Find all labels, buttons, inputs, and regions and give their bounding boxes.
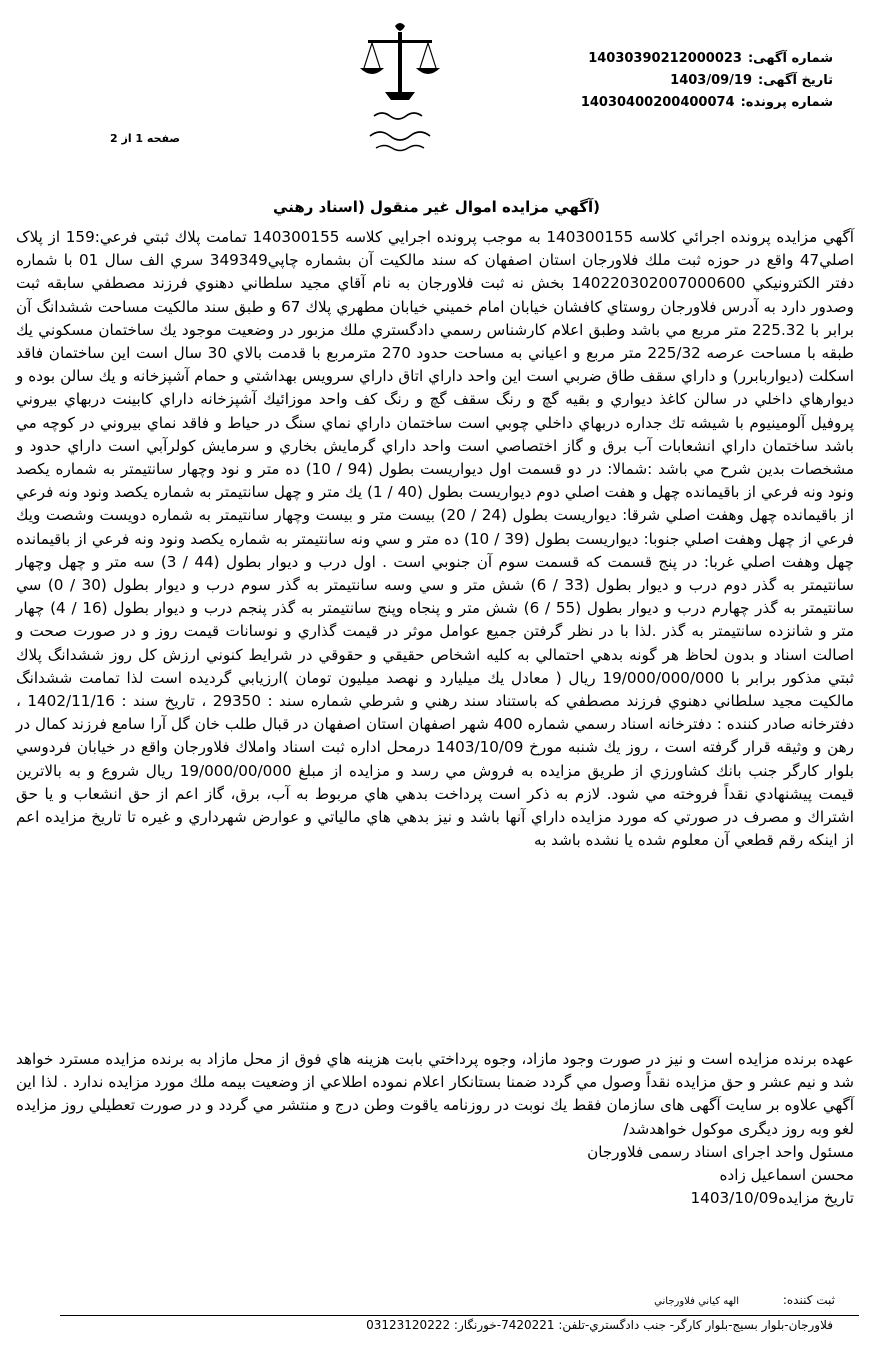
registrar-name: الهه کياني فلاورجاني — [654, 1296, 740, 1307]
footer-divider — [60, 1315, 859, 1316]
auction-body-text: آگهي مزايده پرونده اجرائي کلاسه 140300155 به موجب پرونده اجرايي كلاسه 140300155 تمامت پلاك ثبتي فرعي:159 از پلاک اصلي47 واقع در حوزه ثبت ملك فلاورجان استان اصفهان كه سند مالكيت آن بشماره چاپي349349 سري الف سال 01 با شماره دفتر الكترونيكي 140220302007000600 بخش نه ثبت فلاورجان به نام آقاي مجيد سلطاني دهنوي فرزند مصطفي سابقه ثبت وصدور دارد به آدرس فلاورجان روستاي كافشان خيابان امام خميني خيابان مطهري پلاك 67 و طبق سند مالكيت مساحت ششدانگ آن برابر با 225.32 متر مربع مي باشد وطبق اعلام كارشناس رسمي دادگستري ملك مزبور در وضعيت موجود يك ساختمان مسكوني يك طبقه با مساحت عرصه 225/32 متر مربع و اعياني به مساحت حدود 270 مترمربع با قدمت بالاي 30 سال است اين ساختمان فاقد اسكلت (ديواربابرر) و داراي سقف طاق ضربي است اين واحد داراي اتاق داراي سرويس بهداشتي و حمام آشپزخانه و يك سالن بوده و ديوارهاي داخلي در سالن كاغذ ديواري و بقيه گچ و رنگ سقف گچ و رنگ كف واحد موزائيك آشپزخانه داراي كابينت دربهاي بيروني پروفيل آلومينيوم با شيشه تك جداره دربهاي داخلي چوبي است ساختمان داراي نماي سنگ در حياط و فاقد نماي بيروني در كوچه مي باشد ساختمان داراي انشعابات آب برق و گاز اختصاصي است واحد داراي گرمايش بخاري و سرمايش كولرآبي است داراي حدود و مشخصات بدين شرح مي باشد :شمالا: در دو قسمت اول ديواريست بطول (94 / 10) ده متر و نود وچهار سانتيمتر به شماره يكصد ونود ونه فرعي از باقيمانده چهل و هفت اصلي دوم ديواريست بطول (40 / 1) يك متر و چهل سانتيمتر به شماره يكصد ونود ونه فرعي از باقيمانده چهل وهفت اصلي شرقا: ديواريست بطول (24 / 20) بيست متر و بيست وچهار سانتيمتر به شماره دويست وشصت ويك فرعي از چهل وهفت اصلي جنوبا: ديواريست بطول (39 / 10) ده متر و سي ونه سانتيمتر به شماره يكصد ونود ونه فرعي از باقيمانده چهل وهفت اصلي غربا: در پنج قسمت كه قسمت سوم آن جنوبي است . اول درب و ديوار بطول (44 / 3) سه متر و چهل وچهار سانتيمتر به گذر دوم درب و ديوار بطول (33 / 6) شش متر و سي وسه سانتيمتر به گذر سوم درب و ديوار بطول (30 / 0) سي سانتيمتر به گذر چهارم درب و ديوار بطول (55 / 6) شش متر و پنجاه وپنج سانتيمتر به گذر پنجم درب و ديوار بطول (16 / 4) چهار متر و شانزده سانتيمتر به گذر .لذا با در نظر گرفتن جميع عوامل موثر در قيمت گذاري و نوسانات قيمت روز و در صورت صحت و اصالت اسناد و بدون لحاظ هر گونه بدهي احتمالي به كليه اشخاص حقيقي و حقوقي در شرايط كنوني ارزش كل روز ششدانگ پلاك ثبتي مذكور برابر با 19/000/000/000 ريال ( معادل يك ميليارد و نهصد ميليون تومان )ارزيابي گرديده است لذا تمامت ششدانگ مالكيت مجيد سلطاني دهنوي فرزند مصطفي كه باستناد سند رهني و شرطي شماره سند : 29350 ، تاريخ سند : 1402/11/16 ، دفترخانه صادر كننده : دفترخانه اسناد رسمي شماره 400 شهر اصفهان استان اصفهان در قبال طلب خان گل آرا سامع فرزند كمال در رهن و وثيقه قرار گرفته است ، روز يك شنبه مورخ 1403/10/09 درمحل اداره ثبت اسناد واملاك فلاورجان واقع در خيابان فردوسي بلوار كارگر جنب بانك كشاورزي از طريق مزايده به فروش مي رسد و مزايده از مبلغ 19/000/00/000 ريال شروع و به بالاترين قيمت پيشنهادي نقداً فروخته مي شود. لازم به ذكر است پرداخت بدهي هاي مربوط به آب، برق، گاز اعم از حق انشعاب و يا حق اشتراك و مصرف در صورتي كه مورد مزايده داراي آنها باشد و نيز بدهي هاي مالياتي و عوارض شهرداري و غيره تا تاريخ مزايده اعم از اينكه رقم قطعي آن معلوم شده يا نشده باشد به — [16, 228, 855, 850]
signature-name: محسن اسماعیل زاده — [719, 1166, 854, 1185]
signature-office: مسئول واحد اجرای اسناد رسمی فلاورجان — [587, 1142, 854, 1161]
judiciary-logo — [340, 18, 460, 158]
auction-date: تاریخ مزایده1403/10/09 — [690, 1189, 854, 1208]
file-number-label: شماره پرونده: — [740, 95, 833, 110]
file-number: 14030400200400074 — [580, 95, 735, 110]
ad-meta — [575, 48, 833, 114]
footer — [0, 1293, 873, 1332]
auction-body-continued — [16, 1048, 854, 1210]
document-title: (آگهي مزايده اموال غير منقول (اسناد رهني — [273, 198, 600, 216]
ad-number: 14030390212000023 — [588, 51, 742, 66]
body-continuation: عهده برنده مزايده است و نيز در صورت وجود مازاد، وجوه پرداختي بابت هزينه هاي فوق از محل مازاد به برنده مزايده مسترد خواهد شد و نيم عشر و حق مزايده نقداً وصول مي گردد ضمنا بستانكار اعلام نموده اطلاعي از وضعيت بيمه ملك مورد مزايده ندارد . لذا اين آگهي علاوه بر سايت آگهی های سازمان فقط يك نوبت در روزنامه ياقوت وطن درج و منتشر مي گردد و در صورت تعطيلي روز مزايده لغو وبه روز ديگری موكول خواهدشد/ — [16, 1050, 854, 1138]
page-number: صفحه 1 از 2 — [110, 132, 181, 145]
registrar-label: ثبت کننده: — [782, 1293, 835, 1307]
ad-date-label: تاریخ آگهی: — [758, 73, 833, 88]
ad-number-label: شماره آگهی: — [747, 51, 833, 66]
scales-emblem-icon — [340, 18, 460, 158]
office-address: فلاورجان-بلوار بسيج-بلوار كارگر- جنب دادگستري-تلفن: 7420221-خورنگار: 03123120222 — [366, 1318, 833, 1332]
ad-date: 1403/09/19 — [670, 73, 753, 88]
